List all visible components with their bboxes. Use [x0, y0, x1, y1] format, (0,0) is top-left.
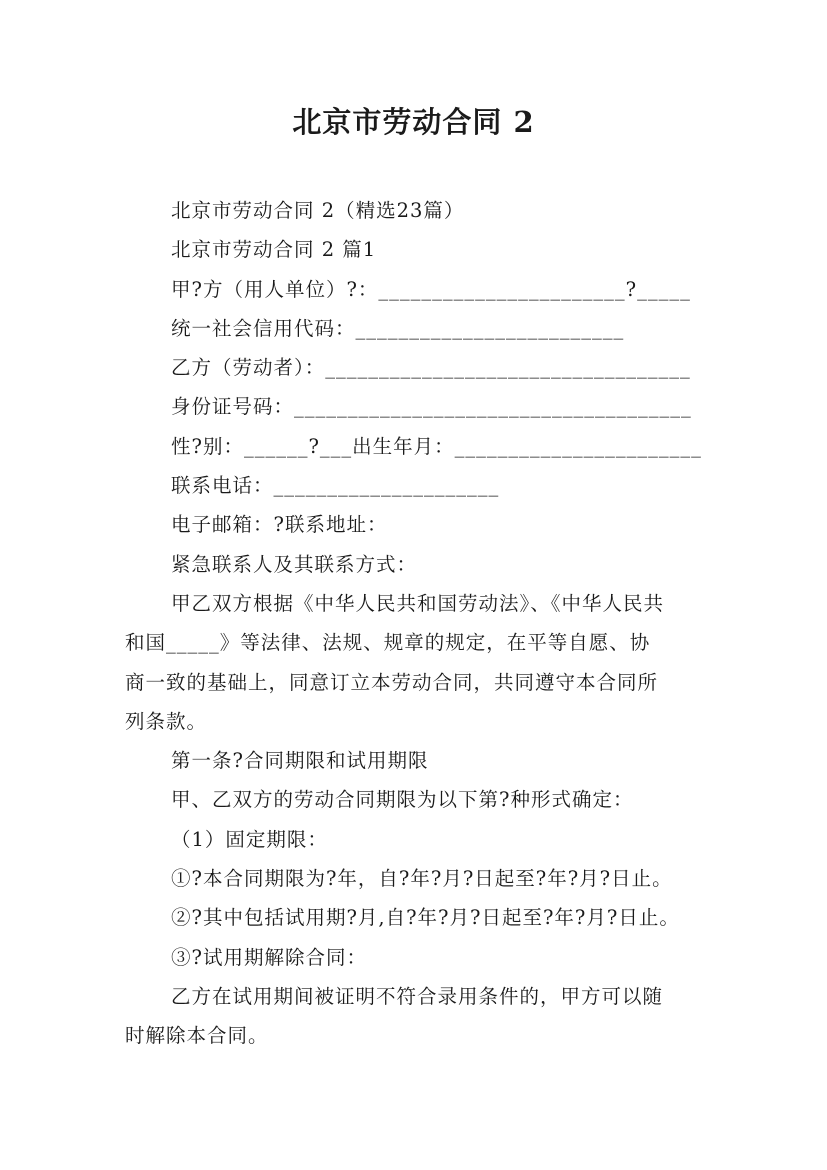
article-one-heading: 第一条?合同期限和试用期限 [171, 749, 429, 773]
paragraph-line: 商一致的基础上，同意订立本劳动合同，共同遵守本合同所 [125, 670, 659, 694]
term-item-2: ②?其中包括试用期?月,自?年?月?日起至?年?月?日止。 [171, 906, 680, 930]
contract-term-line: 甲、乙双方的劳动合同期限为以下第?种形式确定： [171, 788, 634, 812]
fixed-term-line: （1）固定期限： [171, 827, 328, 851]
term-item-1: ①?本合同期限为?年，自?年?月?日起至?年?月?日止。 [171, 867, 673, 891]
paragraph-line: 甲乙双方根据《中华人民共和国劳动法》、《中华人民共 [171, 591, 665, 615]
credit-code-field: 统一社会信用代码：_________________________ [171, 316, 625, 340]
term-item-3: ③?试用期解除合同： [171, 945, 367, 969]
paragraph-line: 时解除本合同。 [125, 1024, 269, 1048]
id-number-field: 身份证号码：_____________________________________ [171, 395, 692, 419]
paragraph-line: 和国_____》等法律、法规、规章的规定，在平等自愿、协 [125, 631, 651, 655]
document-title: 北京市劳动合同 2 [292, 105, 535, 139]
probation-paragraph [125, 977, 705, 1056]
phone-field: 联系电话：_____________________ [171, 474, 500, 498]
paragraph-line: 乙方在试用期间被证明不符合录用条件的，甲方可以随 [171, 984, 664, 1008]
document-body [125, 191, 705, 1056]
paragraph-line: 列条款。 [125, 709, 208, 733]
party-a-field: 甲?方（用人单位）?：_______________________?_____ [171, 277, 691, 301]
email-address-field: 电子邮箱：?联系地址： [171, 513, 388, 537]
subtitle-line: 北京市劳动合同 2（精选23篇） [171, 199, 465, 222]
emergency-contact-field: 紧急联系人及其联系方式： [171, 552, 418, 576]
section-heading: 北京市劳动合同 2 篇1 [171, 238, 377, 262]
preamble-paragraph [125, 584, 705, 741]
party-b-field: 乙方（劳动者）：__________________________________ [171, 356, 691, 380]
gender-birth-field: 性?别：______?___出生年月：_______________________ [171, 434, 702, 458]
